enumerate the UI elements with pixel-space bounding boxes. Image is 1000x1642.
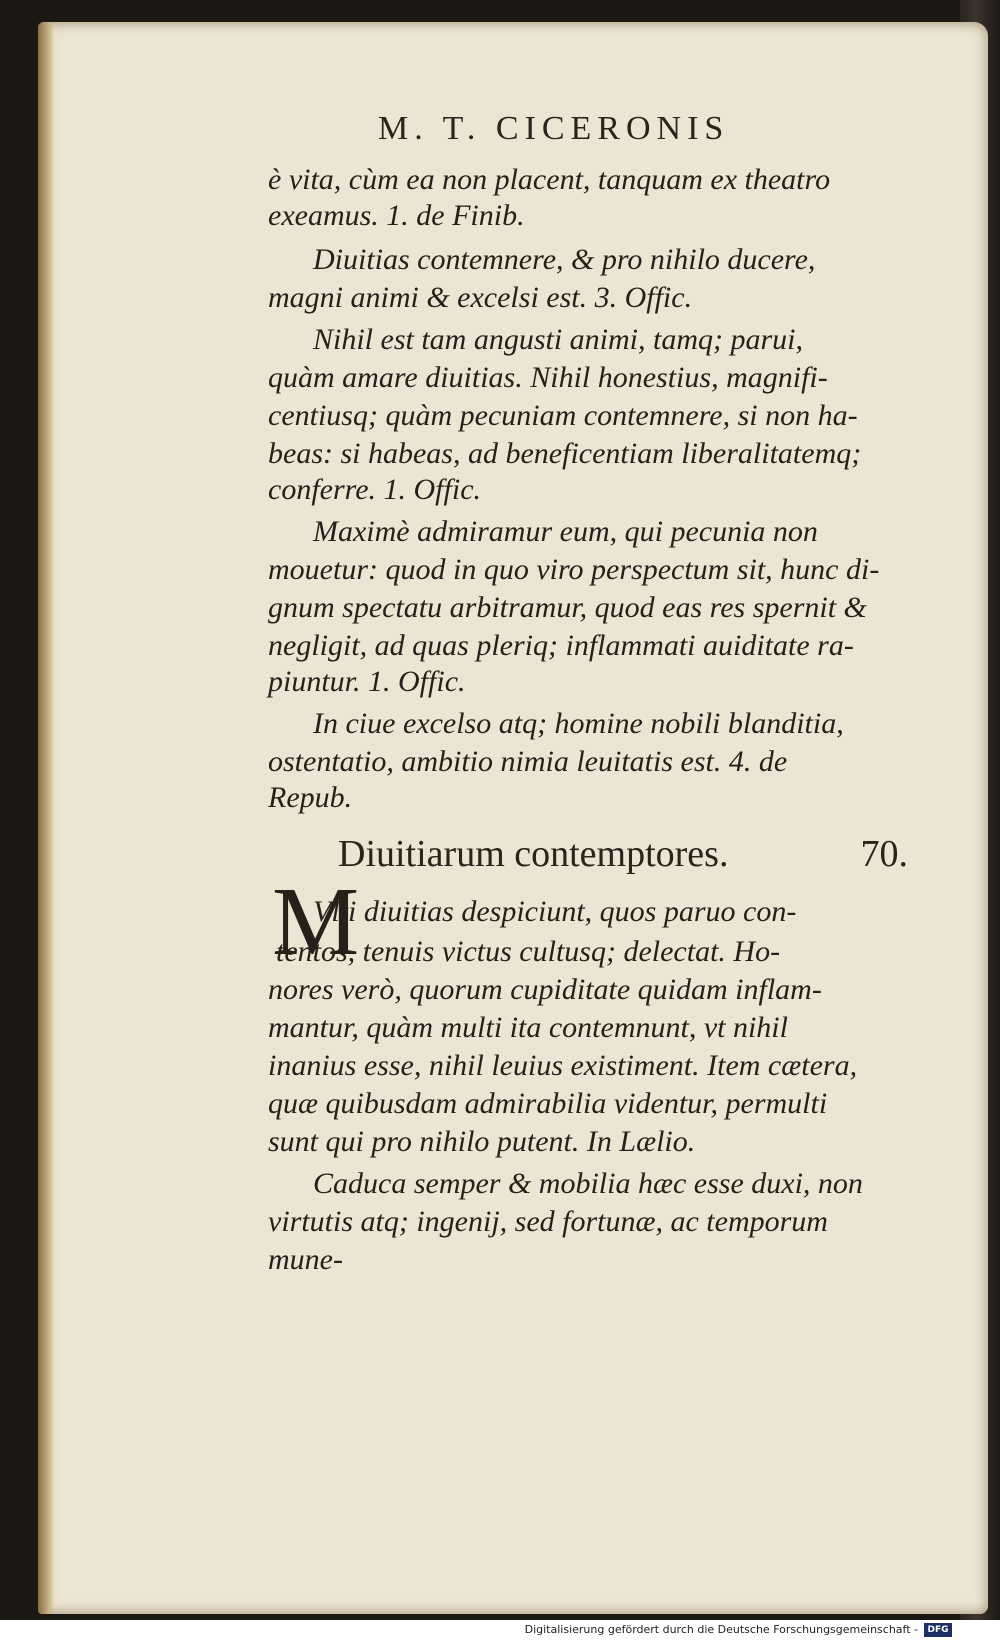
text-line: quæ quibusdam admirabilia videntur, permulti — [268, 1087, 828, 1120]
dfg-logo: DFG — [924, 1623, 952, 1637]
section-heading — [338, 832, 908, 882]
text-line: centiusq; quàm pecuniam contemnere, si non ha- — [268, 399, 858, 432]
text-line: Maximè admiramur eum, qui pecunia non — [313, 515, 818, 548]
text-line: Nihil est tam angusti animi, tamq; parui, — [313, 323, 804, 356]
text-line: negligit, ad quas pleriq; inflammati auiditate ra- — [268, 629, 854, 662]
text-line: beas: si habeas, ad beneficentiam liberalitatemq; — [268, 437, 862, 470]
text-line: virtutis atq; ingenij, sed fortunæ, ac temporum — [268, 1205, 828, 1238]
drop-cap: M — [272, 868, 360, 976]
text-line: magni animi & excelsi est. 3. Offic. — [268, 281, 693, 314]
catchword: mune- — [268, 1243, 343, 1276]
text-line: exeamus. 1. de Finib. — [268, 199, 525, 232]
text-line: mouetur: quod in quo viro perspectum sit, hunc di- — [268, 553, 880, 586]
running-head: M. T. CICERONIS — [378, 110, 730, 147]
text-line: quàm amare diuitias. Nihil honestius, magnifi- — [268, 361, 828, 394]
footer-bar — [0, 1620, 1000, 1642]
text-line: Caduca semper & mobilia hæc esse duxi, non — [313, 1167, 863, 1200]
text-line: Diuitias contemnere, & pro nihilo ducere, — [313, 243, 816, 276]
page-gutter — [38, 22, 54, 1614]
text-line: In ciue excelso atq; homine nobili blanditia, — [313, 707, 844, 740]
text-line: piuntur. 1. Offic. — [268, 665, 466, 698]
text-line: mantur, quàm multi ita contemnunt, vt nihil — [268, 1011, 788, 1044]
footer-credit: Digitalisierung gefördert durch die Deutsche Forschungsgemeinschaft - — [524, 1623, 918, 1636]
text-line: conferre. 1. Offic. — [268, 473, 482, 506]
text-line: tentos, tenuis victus cultusq; delectat. Ho- — [276, 935, 781, 968]
text-line: nores verò, quorum cupiditate quidam inflam- — [268, 973, 822, 1006]
text-line: Vlti diuitias despiciunt, quos paruo con- — [313, 895, 797, 928]
section-number: 70. — [860, 833, 908, 875]
text-line: Repub. — [268, 781, 353, 814]
text-line: gnum spectatu arbitramur, quod eas res spernit & — [268, 591, 867, 624]
text-line: inanius esse, nihil leuius existiment. Item cætera, — [268, 1049, 858, 1082]
section-title: Diuitiarum contemptores. — [338, 833, 729, 875]
text-line: sunt qui pro nihilo putent. In Lælio. — [268, 1125, 696, 1158]
text-line: ostentatio, ambitio nimia leuitatis est. 4. de — [268, 745, 788, 778]
text-line: è vita, cùm ea non placent, tanquam ex theatro — [268, 163, 831, 196]
